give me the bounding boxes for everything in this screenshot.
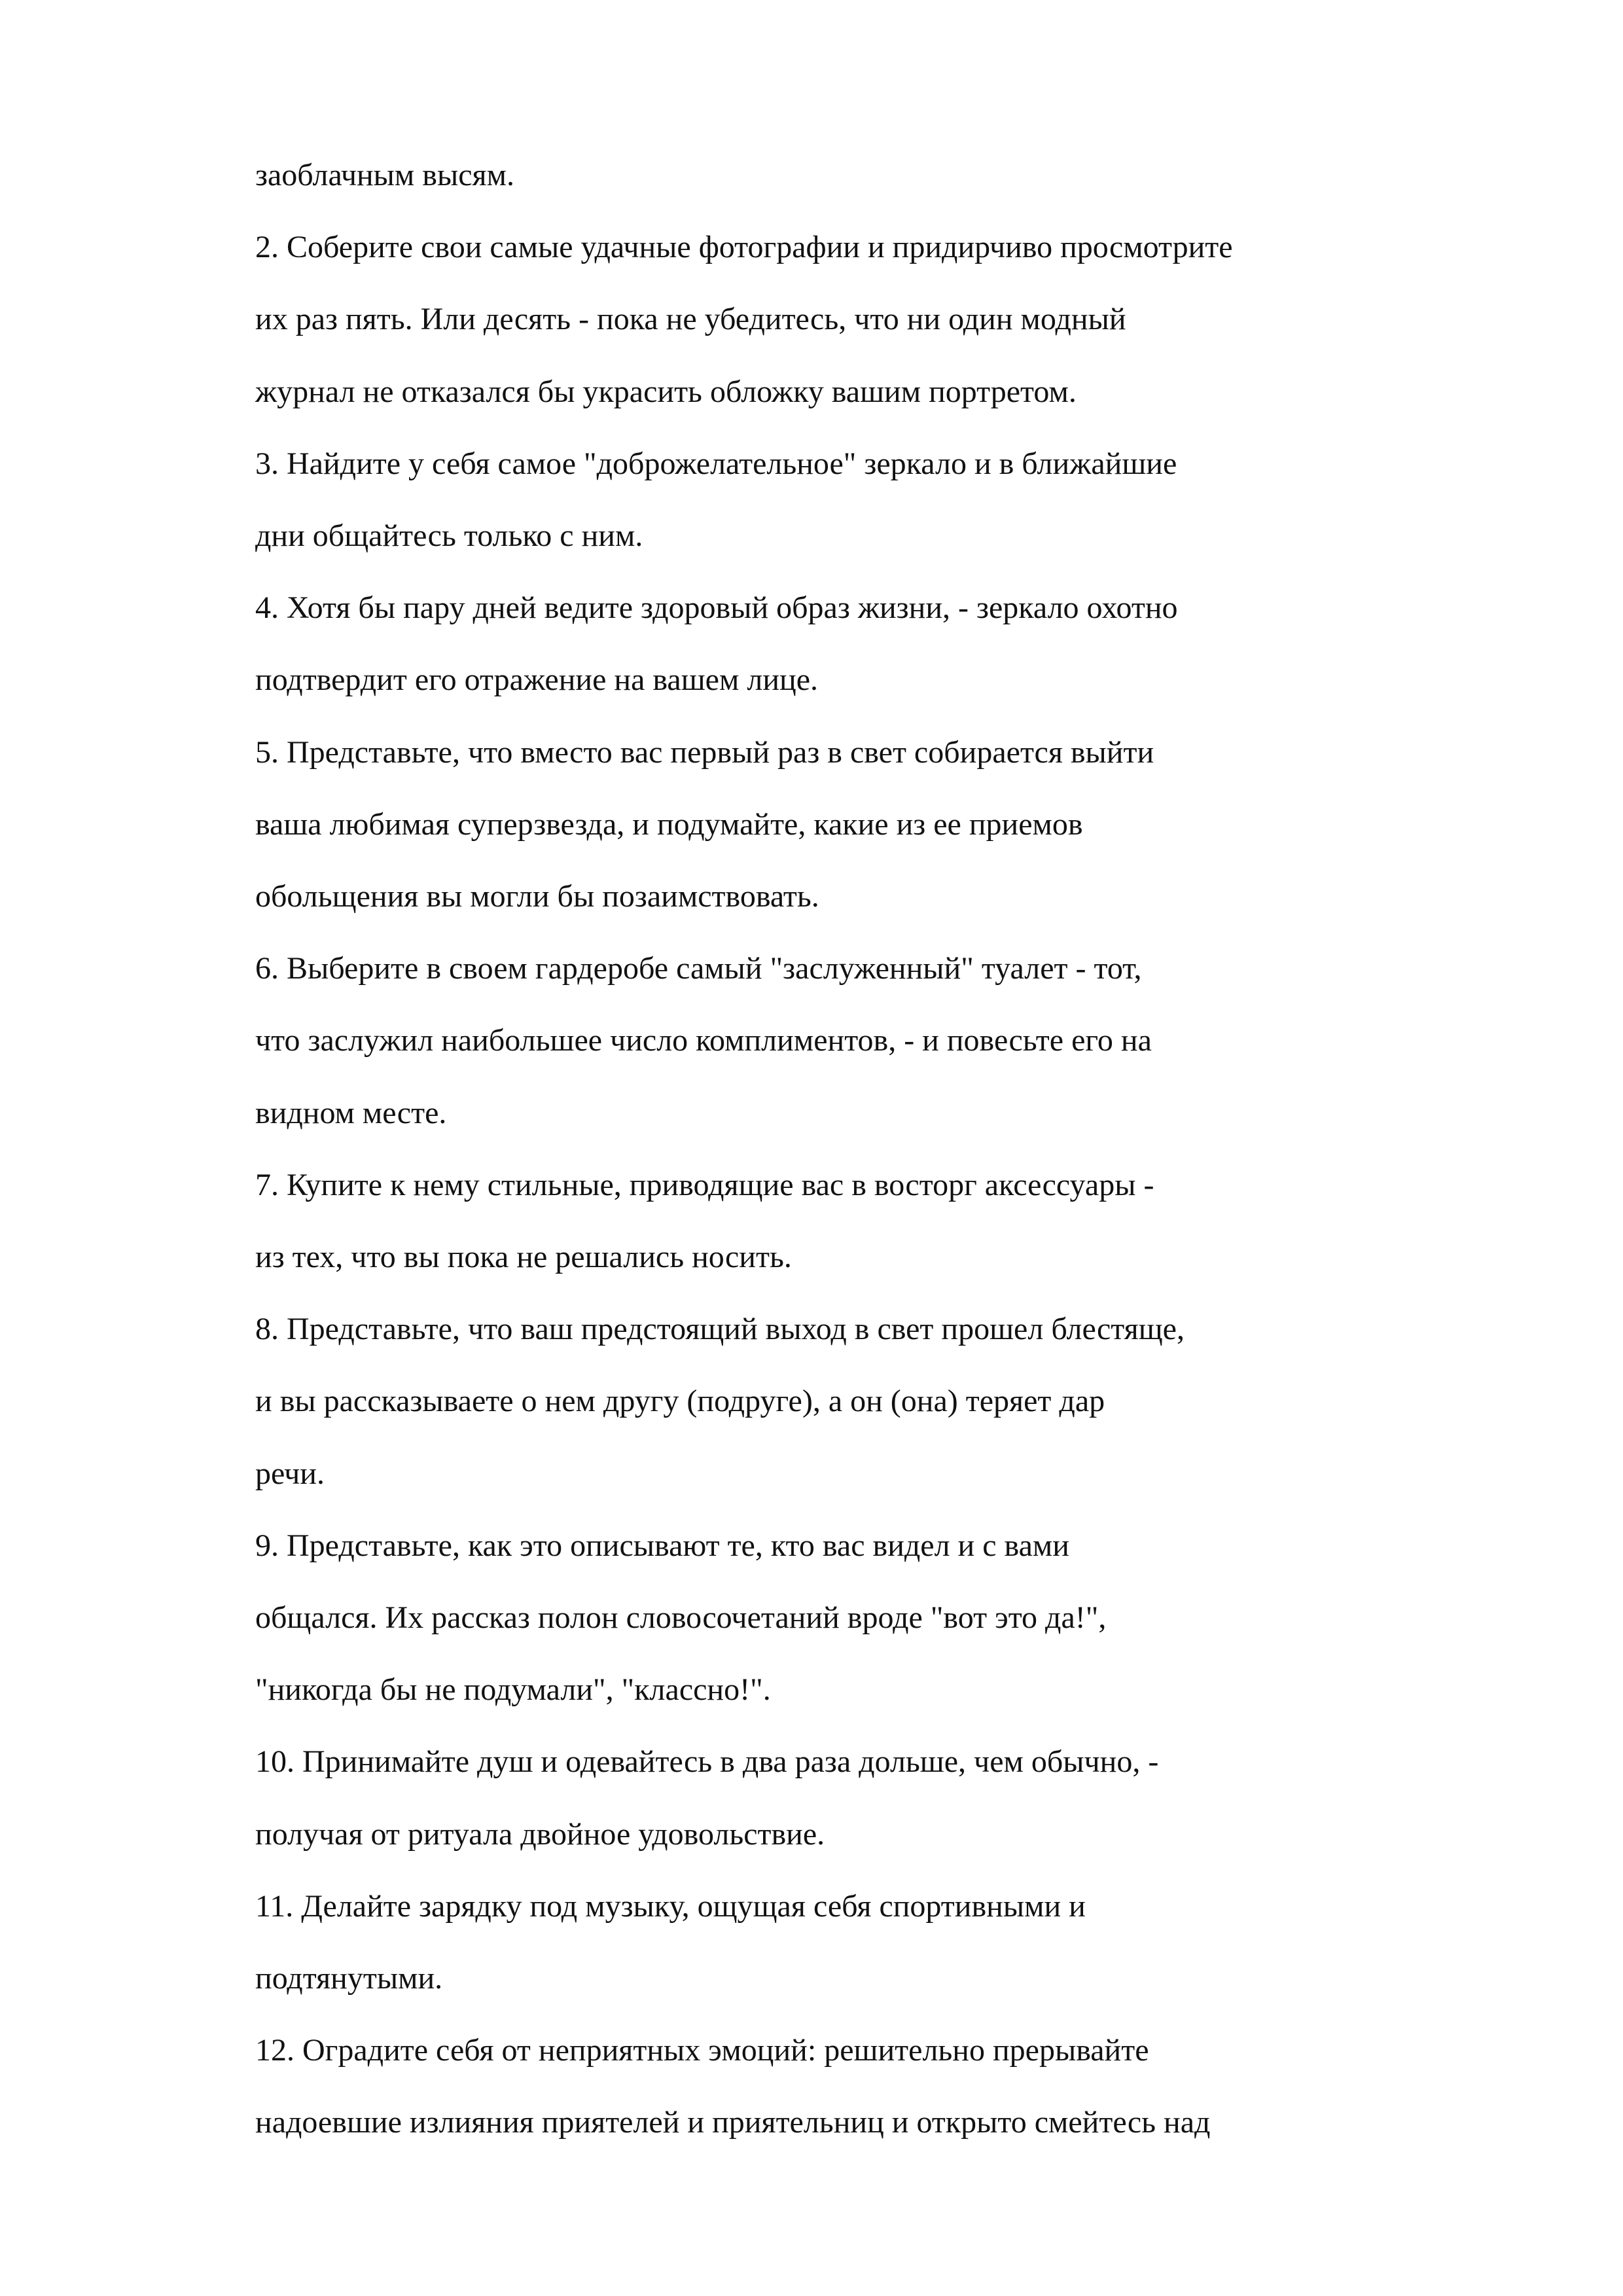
text-line: 12. Оградите себя от неприятных эмоций: решительно прерывайте [255, 2033, 1149, 2068]
text-line: из тех, что вы пока не решались носить. [255, 1240, 792, 1274]
text-line: 8. Представьте, что ваш предстоящий выход в свет прошел блестяще, [255, 1312, 1185, 1347]
text-line: речи. [255, 1456, 325, 1491]
text-line: 3. Найдите у себя самое "доброжелательное" зеркало и в ближайшие [255, 446, 1177, 481]
text-line: 6. Выберите в своем гардеробе самый "заслуженный" туалет - тот, [255, 951, 1142, 986]
text-line: их раз пять. Или десять - пока не убедитесь, что ни один модный [255, 302, 1126, 337]
text-line: 10. Принимайте душ и одевайтесь в два раза дольше, чем обычно, - [255, 1744, 1159, 1780]
text-line: "никогда бы не подумали", "классно!". [255, 1672, 771, 1708]
text-line: ваша любимая суперзвезда, и подумайте, какие из ее приемов [255, 806, 1083, 842]
text-line: 7. Купите к нему стильные, приводящие вас в восторг аксессуары - [255, 1167, 1154, 1202]
text-line: обольщения вы могли бы позаимствовать. [255, 879, 819, 914]
text-line: дни общайтесь только с ним. [255, 518, 643, 553]
text-line: общался. Их рассказ полон словосочетаний вроде "вот это да!", [255, 1600, 1107, 1635]
text-line: 9. Представьте, как это описывают те, кто вас видел и с вами [255, 1528, 1069, 1563]
text-line: 4. Хотя бы пару дней ведите здоровый образ жизни, - зеркало охотно [255, 590, 1178, 626]
text-line: 2. Соберите свои самые удачные фотографии и придирчиво просмотрите [255, 230, 1233, 265]
text-line: что заслужил наибольшее число комплиментов, - и повесьте его на [255, 1023, 1152, 1058]
text-line: и вы рассказываете о нем другу (подруге), а он (она) теряет дар [255, 1384, 1105, 1419]
text-line: получая от ритуала двойное удовольствие. [255, 1816, 825, 1852]
text-line: 5. Представьте, что вместо вас первый раз в свет собирается выйти [255, 734, 1154, 770]
text-line: подтвердит его отражение на вашем лице. [255, 662, 818, 698]
text-line: надоевшие излияния приятелей и приятельниц и открыто смейтесь над [255, 2105, 1211, 2140]
text-line: заоблачным высям. [255, 158, 514, 192]
text-line: 11. Делайте зарядку под музыку, ощущая себя спортивными и [255, 1888, 1086, 1924]
text-line: видном месте. [255, 1095, 447, 1130]
text-line: подтянутыми. [255, 1961, 443, 1996]
text-line: журнал не отказался бы украсить обложку вашим портретом. [255, 374, 1077, 409]
